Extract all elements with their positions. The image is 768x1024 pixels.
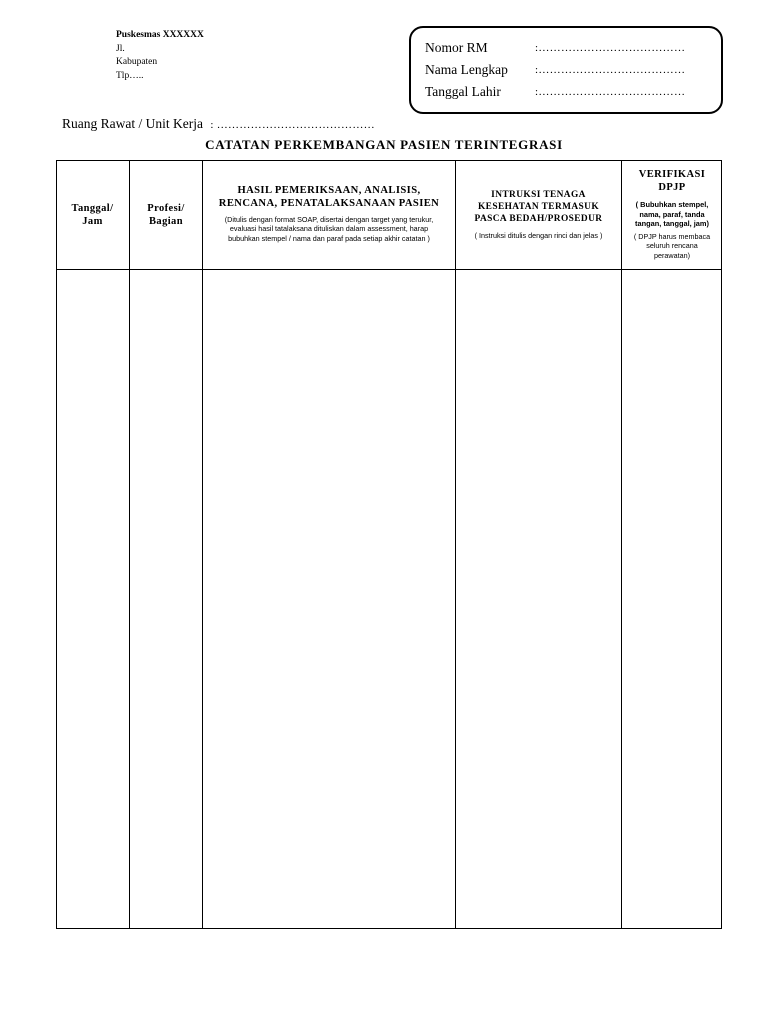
field-nomor-rm-value[interactable]: :…………………………………: [535, 42, 686, 54]
header-verifikasi-note-line2: nama, paraf, tanda: [639, 209, 705, 219]
header-tanggal-jam: [56, 160, 129, 269]
header-instruksi-line1: INTRUKSI TENAGA: [491, 190, 586, 200]
header-hasil-line2: RENCANA, PENATALAKSANAAN PASIEN: [218, 198, 440, 209]
header-verifikasi-line1: VERIFIKASI: [638, 169, 706, 180]
header-hasil-pemeriksaan: [203, 160, 455, 269]
unit-label: Ruang Rawat / Unit Kerja: [62, 116, 203, 131]
header-verifikasi-dpjp: [622, 160, 722, 269]
field-nomor-rm: [425, 40, 686, 56]
cell-instruksi[interactable]: [456, 270, 621, 929]
header-instruksi-note: ( Instruksi ditulis dengan rinci dan jelas ): [474, 231, 603, 240]
header-verifikasi-subnote-line2: seluruh rencana: [646, 241, 698, 251]
clinic-phone: Tlp…..: [116, 70, 144, 81]
header-tanggal-line1: Tanggal/: [71, 202, 114, 214]
header-verifikasi-subnote-line3: perawatan): [654, 250, 690, 260]
header-verifikasi-note-line3: tangan, tanggal, jam): [635, 219, 709, 229]
field-nama-lengkap-label: Nama Lengkap: [425, 62, 508, 77]
field-nomor-rm-label: Nomor RM: [425, 40, 488, 55]
unit-value[interactable]: : ……………………………………: [210, 119, 375, 131]
page-title: CATATAN PERKEMBANGAN PASIEN TERINTEGRASI: [205, 137, 563, 152]
header-profesi-bagian: [130, 160, 202, 269]
unit-row: [62, 116, 375, 132]
field-tanggal-lahir: [425, 84, 686, 100]
header-instruksi: [456, 160, 621, 269]
header-verifikasi-line2: DPJP: [658, 182, 686, 193]
cell-verifikasi[interactable]: [622, 270, 722, 929]
header-profesi-line2: Bagian: [149, 215, 183, 227]
progress-notes-table: [56, 160, 722, 929]
field-tanggal-lahir-label: Tanggal Lahir: [425, 84, 501, 99]
clinic-name: Puskesmas XXXXXX: [116, 30, 204, 40]
patient-identity-box: [409, 26, 723, 114]
header-instruksi-line3: PASCA BEDAH/PROSEDUR: [474, 214, 603, 224]
cell-tanggal-jam[interactable]: [56, 270, 129, 929]
header-hasil-note-line1: (Ditulis dengan format SOAP, disertai dengan target yang terukur,: [224, 215, 434, 224]
header-verifikasi-note-line1: ( Bubuhkan stempel,: [635, 200, 709, 209]
cell-hasil-pemeriksaan[interactable]: [203, 270, 455, 929]
header-hasil-note: [225, 215, 433, 243]
header-verifikasi-subnote: [634, 232, 710, 260]
cell-profesi-bagian[interactable]: [130, 270, 202, 929]
field-nama-lengkap-value[interactable]: :…………………………………: [535, 64, 686, 76]
header-profesi-line1: Profesi/: [147, 202, 185, 214]
clinic-regency: Kabupaten: [116, 57, 158, 68]
header-hasil-line1: HASIL PEMERIKSAAN, ANALISIS,: [237, 185, 421, 196]
header-hasil-note-line3: bubuhkan stempel / nama dan paraf pada setiap akhir catatan ): [228, 233, 430, 243]
clinic-info: [116, 29, 204, 83]
header-instruksi-line2: KESEHATAN TERMASUK: [477, 202, 600, 212]
header-tanggal-line2: Jam: [82, 215, 103, 227]
clinic-address: Jl.: [116, 43, 125, 54]
field-nama-lengkap: [425, 62, 686, 78]
header-verifikasi-subnote-line1: ( DPJP harus membaca: [633, 231, 711, 241]
field-tanggal-lahir-value[interactable]: :…………………………………: [535, 86, 686, 98]
header-hasil-note-line2: evaluasi hasil tatalaksana dituliskan dalam assessment, harap: [229, 224, 429, 234]
header-verifikasi-note: [635, 200, 709, 229]
